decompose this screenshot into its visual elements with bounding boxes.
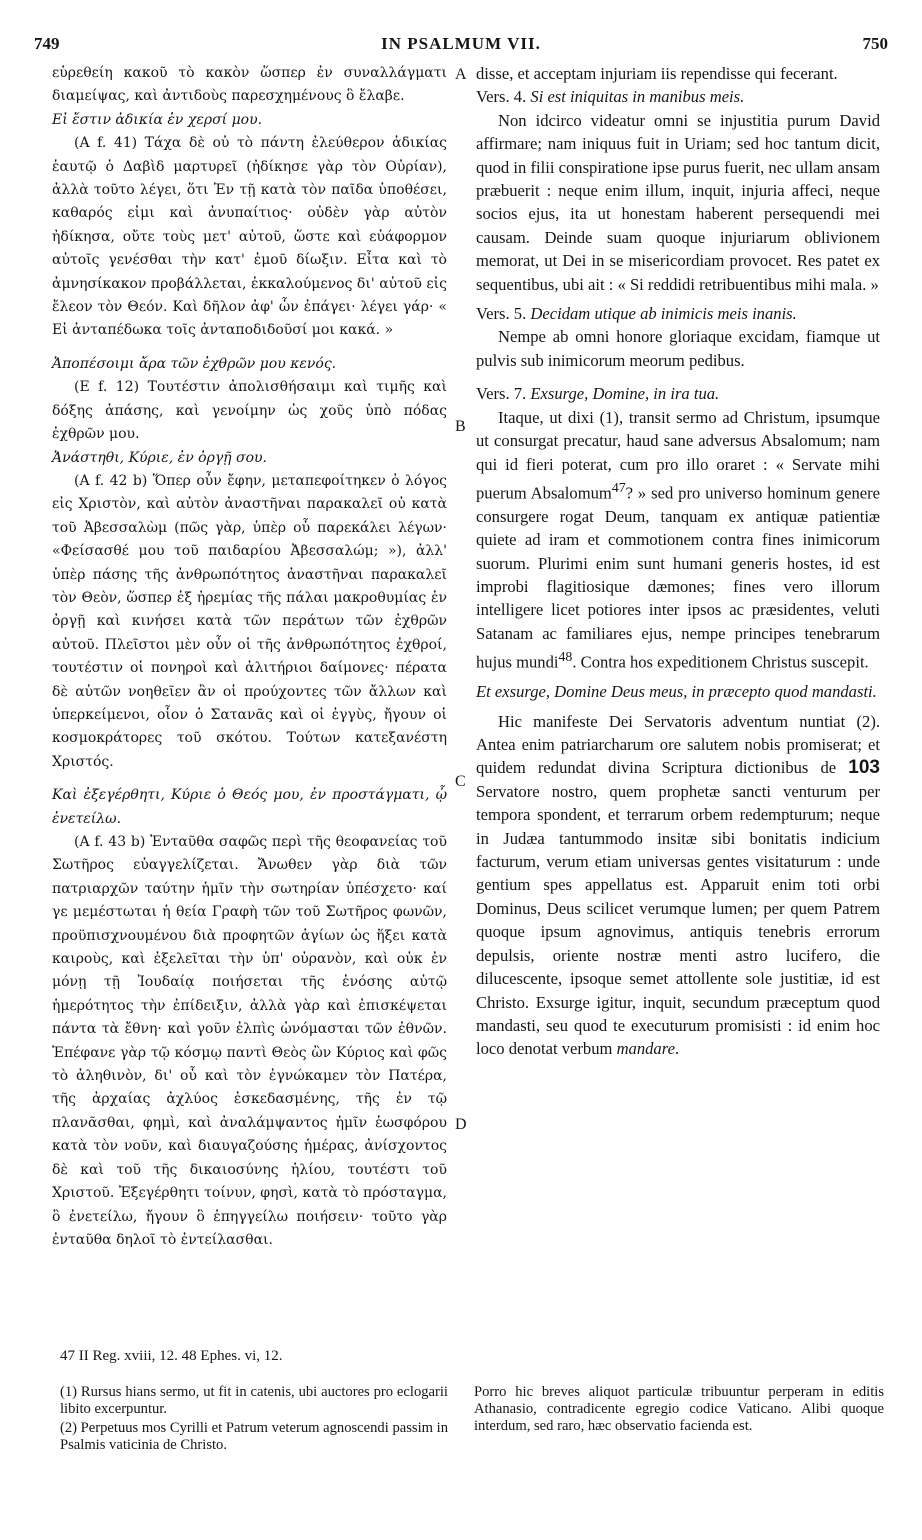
latin-paragraph-1: Non idcirco videatur omni se injustitia purum David affirmare; nam iniquus fuit in Uriam; sed hoc tantum dicit, quod in filii conspiratione ipse purus fuerit, nec ullam ansam præbuerit : neque enim illum, inquit, injuria affeci, neque socios ejus, ita ut honestam haberent persequendi mei causam. Deinde suam quoque injuriarum oblivionem memorat, ut Dei in se misericordiam provocet. Res patet ex sequentibus, ubi ait : « Si reddidi retribuentibus mihi mala. »	[476, 110, 880, 294]
footnote-ref-48: 48	[558, 649, 573, 665]
greek-paragraph-2: (Ε f. 12) Τουτέστιν ἀπολισθήσαιμι καὶ τιμῆς καὶ δόξης ἁπάσης, καὶ γενοίμην ὡς χοῦς ὑπὸ πόδας ἐχθρῶν μου.	[52, 379, 447, 443]
greek-paragraph-1: (Α f. 41) Τάχα δὲ οὐ τὸ πάντη ἐλεύθερον ἀδικίας ἑαυτῷ ὁ Δαβὶδ μαρτυρεῖ (ἠδίκησε γὰρ τὸν Οὐρίαν), ἀλλὰ τοῦτο λέγει, ὅτι Ἐν τῇ κατὰ τὸν παῖδα ὑποθέσει, καθαρός εἰμι καὶ ἀνυπαίτιος· οὐδὲν γὰρ αὐτὸν ἠδίκησα, οὔτε τοὺς μετ' αὐτοῦ, ὥστε καὶ εὐάφορμον αὐτοῖς γενέσθαι τὴν κατ' ἐμοῦ δίωξιν. Εἶτα καὶ τὸ ἀμνησίκακον προβάλλεται, ἐκκαλούμενος δι' αὐτοῦ εἰς ἔλεον τὸν Θεόν. Καὶ δῆλον ἀφ' ὧν ἐπάγει· λέγει γάρ· « Εἰ ἀνταπέδωκα τοῖς ἀνταποδιδοῦσί μοι κακά. »	[52, 135, 447, 339]
greek-heading-4: Καὶ ἐξεγέρθητι, Κύριε ὁ Θεός μου, ἐν προστάγματι, ᾧ ἐνετείλω.	[52, 787, 447, 827]
scripture-references: 47 II Reg. xviii, 12. 48 Ephes. vi, 12.	[60, 1348, 283, 1364]
latin-paragraph-3	[476, 406, 880, 675]
latin-intro: disse, et acceptam injuriam iis rependisse qui fecerant.	[476, 64, 838, 83]
margin-marker-a: A	[455, 66, 467, 83]
latin-column	[476, 62, 880, 1061]
footnote-1: (1) Rursus hians sermo, ut fit in catenis, ubi auctores pro eclogarii libito excerpuntur.	[60, 1384, 448, 1417]
greek-intro: εὑρεθείη κακοῦ τὸ κακὸν ὥσπερ ἐν συναλλάγματι διαμείψας, καὶ ἀντιδοὺς παρεσχημένους ὃ ἔλαβε.	[52, 65, 447, 105]
latin-emphasis: mandare	[616, 1039, 675, 1059]
page-number-left: 749	[34, 34, 60, 53]
latin-heading-4: Et exsurge, Domine Deus meus, in præcepto quod mandasti.	[476, 682, 877, 702]
margin-marker-d: D	[455, 1116, 467, 1133]
greek-paragraph-4: (Α f. 43 b) Ἐνταῦθα σαφῶς περὶ τῆς θεοφανείας τοῦ Σωτῆρος εὐαγγελίζεται. Ἄνωθεν γὰρ διὰ τῶν πατριαρχῶν ταύτην ἡμῖν τὴν σωτηρίαν ὑπέσχετο· καί γε μεμέστωται ἡ θεία Γραφὴ τῶν τοῦ Σωτῆρος φωνῶν, προϋπισχνουμένου διὰ προφητῶν ἁγίων ὡς ἥξει κατὰ καιροὺς, καὶ ἐξελεῖται τὴν ὑπ' οὐρανὸν, καὶ οὐκ ἐν μόνῃ τῇ Ἰουδαίᾳ ποιήσεται τῆς ἑνόσης αὐτῷ ἡμερότητος τὴν ἐπίδειξιν, ἀλλὰ γὰρ καὶ ἐπισκέψεται πάντα τὰ ἔθνη· καὶ γοῦν ἐλπὶς ὠνόμασται τῶν ἐθνῶν. Ἐπέφανε γὰρ τῷ κόσμῳ παντὶ Θεὸς ὢν Κύριος καὶ φῶς τὸ ἀληθινὸν, δι' οὗ καὶ τὸν ἐγνώκαμεν τὸν Πατέρα, τῆς ἀρχαίας ἀχλύος ἐσκεδασμένης, τῆς ἐν τῷ πλανᾶσθαι, φημὶ, καὶ ἀναλάμψαντος ἡμῖν ἑωσφόρου κατὰ τὸν νοῦν, καὶ διαυγαζούσης ἡμέρας, ἀνίσχοντος δὲ καὶ τοῦ τῆς δικαιοσύνης ἡλίου, τουτέστι τοῦ Χριστοῦ. Ἐξεγέρθητι τοίνυν, φησὶ, κατὰ τὸ πρόσταγμα, ὃ ἐνετείλω, ἤγουν ὃ ἐπηγγείλω ποιήσειν· τοῦτο γὰρ ἐνταῦθα δηλοῖ τὸ ἐντείλασθαι.	[52, 834, 447, 1248]
margin-marker-b: B	[455, 418, 466, 435]
latin-paragraph-3-part-3: . Contra hos expeditionem Christus suscepit.	[572, 652, 869, 672]
verse-text: Decidam utique ab inimicis meis inanis.	[530, 304, 797, 324]
greek-column	[52, 62, 447, 1252]
margin-marker-c: C	[455, 773, 466, 790]
greek-heading-2: Ἀποπέσοιμι ἄρα τῶν ἐχθρῶν μου κενός.	[52, 355, 337, 372]
column-number: 103	[848, 757, 880, 779]
footnote-2: (2) Perpetuus mos Cyrilli et Patrum veterum agnoscendi passim in Psalmis vaticinia de Christo.	[60, 1420, 448, 1453]
verse-number: Vers. 7.	[476, 384, 527, 404]
latin-paragraph-3-part-2: ? » sed pro universo hominum genere consurgere rogat Deum, tanquam ex antiquæ patientiæ quiete ad iram et commotionem contra fines inimicorum suorum. Plurimi enim sunt humani generis hostes, id est improbi flagitiosique dæmones; fines vero illorum intelligere licet potiores inter ipsos ac præsidentes, veluti Satanam ac familiares ejus, nempe principes tenebrarum hujus mundi	[476, 483, 880, 672]
latin-heading-1	[476, 85, 880, 108]
verse-text: Si est iniquitas in manibus meis.	[530, 87, 745, 107]
latin-heading-3	[476, 382, 880, 405]
latin-paragraph-3-part-1: Itaque, ut dixi (1), transit sermo ad Christum, ipsumque ut consurgat precatur, haud sane adversus Absalomum; nam qui id fieri poterat, cum pro illo oraret : « Servate mihi puerum Absalomum	[476, 407, 880, 503]
latin-paragraph-4-end: .	[674, 1039, 680, 1059]
latin-paragraph-4-part-2: Servatore nostro, quem prophetæ sancti venturum per tempora spondent, et terrarum orbem redempturum; neque in Judæa tantummodo insitæ sibi bonitatis indicium facturum, verum etiam universas gentes visitaturum : unde gentium spes appellatus est. Apparuit enim toti orbi Dominus, Deus scilicet verumque lumen; per quem Patrem quoque ipsum agnovimus, antiquis tenebris errorum depulsis, oriente nostræ menti astro lucifero, die dilucescente, ipsoque semet attollente sole justitiæ, id est Christo. Exsurge igitur, inquit, secundum præceptum quod mandasti, seu quod te executurum promisisti : id enim hoc loco denotat verbum	[476, 781, 880, 1059]
verse-text: Exsurge, Domine, in ira tua.	[530, 384, 720, 404]
page-number-right: 750	[862, 34, 888, 53]
latin-paragraph-4-part-1: Hic manifeste Dei Servatoris adventum nuntiat (2). Antea enim patriarcharum ore salutem nobis promiserat; et quidem redundat divina Scriptura dictionibus de	[476, 711, 880, 778]
greek-heading-3: Ἀνάστηθι, Κύριε, ἐν ὀργῇ σου.	[52, 449, 267, 466]
running-header	[34, 34, 888, 58]
greek-paragraph-3: (Α f. 42 b) Ὅπερ οὖν ἔφην, μεταπεφοίτηκεν ὁ λόγος εἰς Χριστὸν, καὶ αὐτὸν ἀναστῆναι παρακαλεῖ οὐ κατὰ τοῦ Ἀβεσσαλὼμ (πῶς γὰρ, ὑπὲρ οὗ παρεκάλει λέγων· «Φείσασθέ μου τοῦ παιδαρίου Ἀβεσσαλώμ; »), ἀλλ' ὑπὲρ πάσης τῆς ἀνθρωπότητος ἀναστῆναι παρακαλεῖ τὸν Θεὸν, ὥσπερ ἐξ ἠρεμίας τῆς πάλαι μακροθυμίας ἐν ὀργῇ καὶ κινήσει κατὰ τῶν περάτων τῶν ἐχθρῶν αὐτοῦ. Πλεῖστοι μὲν οὖν οἱ τῆς ἀνθρωπότητος ἐχθροί, τουτέστιν οἱ πονηροὶ καὶ ἀλιτήριοι δαίμονες· πέρατα δὲ αὐτῶν νοηθεῖεν ἂν οἱ προύχοντες τῶν ἄλλων καὶ ὑπερκείμενοι, οἷον ὁ Σατανᾶς καὶ οἱ ἐγγὺς, ἤγουν οἱ κοσμοκράτορες τοῦ σκότου. Τούτων κατεξανέστη Χριστός.	[52, 472, 447, 770]
footnote-3: Porro hic breves aliquot particulæ tribuuntur perperam in editis Athanasio, contradicente egregio codice Vaticano. Alibi quoque interdum, sed raro, hæc observatio facienda est.	[474, 1384, 884, 1434]
footnotes-right	[474, 1384, 884, 1437]
running-title: IN PSALMUM VII.	[381, 34, 541, 53]
latin-heading-2	[476, 302, 880, 325]
verse-number: Vers. 4.	[476, 87, 527, 107]
greek-heading-1: Εἰ ἔστιν ἀδικία ἐν χερσί μου.	[52, 111, 263, 128]
verse-number: Vers. 5.	[476, 304, 527, 324]
footnote-ref-47: 47	[611, 479, 626, 495]
footnotes-left	[60, 1384, 448, 1456]
latin-paragraph-4	[476, 710, 880, 1061]
latin-paragraph-2: Nempe ab omni honore gloriaque excidam, fiamque ut pulvis sub inimicorum meorum pedibus.	[476, 327, 880, 370]
